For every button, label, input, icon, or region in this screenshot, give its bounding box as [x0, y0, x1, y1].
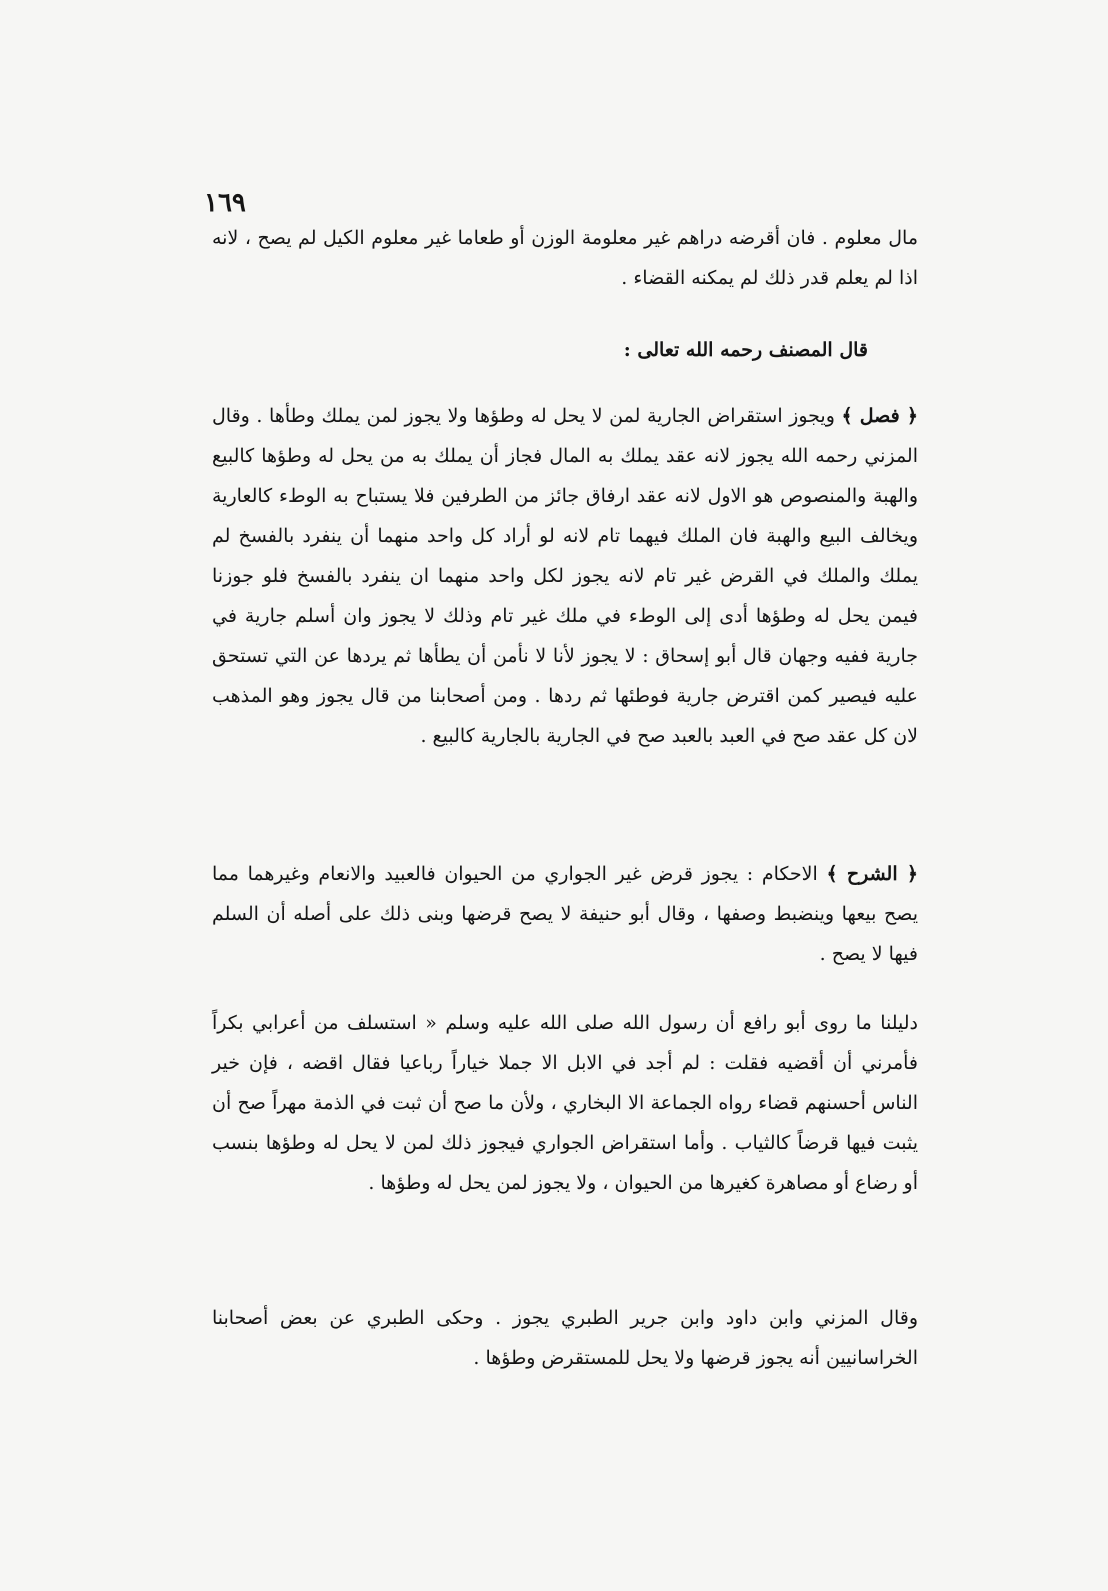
paragraph-loan-unknown-quantity: مال معلوم . فان أقرضه دراهم غير معلومة الوزن أو طعاما غير معلوم الكيل لم يصح ، لانه اذا لم يعلم قدر ذلك لم يمكنه القضاء .	[212, 227, 918, 289]
commentary-body: الاحكام : يجوز قرض غير الجواري من الحيوان فالعبيد والانعام وغيرهما مما يصح بيعها وينضبط وصفها ، وقال أبو حنيفة لا يصح قرضها وبنى ذلك على أصله أن السلم فيها لا يصح .	[212, 863, 918, 965]
paragraph-other-opinions: وقال المزني وابن داود وابن جرير الطبري يجوز . وحكى الطبري عن بعض أصحابنا الخراسانيين أنه يجوز قرضها ولا يحل للمستقرض وطؤها .	[212, 1307, 918, 1369]
paragraph-commentary	[212, 854, 918, 974]
author-heading: قال المصنف رحمه الله تعالى :	[623, 339, 868, 361]
page-number: ١٦٩	[204, 188, 246, 218]
paragraph-evidence: دليلنا ما روى أبو رافع أن رسول الله صلى الله عليه وسلم « استسلف من أعرابي بكراً فأمرني أن أقضيه فقلت : لم أجد في الابل الا جملا خياراً رباعيا فقال اقضه ، فإن خير الناس أحسنهم قضاء رواه الجماعة الا البخاري ، ولأن ما صح أن ثبت في الذمة مهراً صح أن يثبت فيها قرضاً كالثياب . وأما استقراض الجواري فيجوز ذلك لمن لا يحل له وطؤها بنسب أو رضاع أو مصاهرة كغيرها من الحيوان ، ولا يجوز لمن يحل له وطؤها .	[212, 1012, 918, 1194]
paragraph-section-text	[212, 396, 918, 756]
commentary-marker: ﴿ الشرح ﴾	[826, 863, 918, 885]
section-body: ويجوز استقراض الجارية لمن لا يحل له وطؤها ولا يجوز لمن يملك وطأها . وقال المزني رحمه الله يجوز لانه عقد يملك به المال فجاز أن يملك به من يحل له وطؤها كالبيع والهبة والمنصوص هو الاول لانه عقد ارفاق جائز من الطرفين فلا يستباح به الوطء كالعارية ويخالف البيع والهبة فان الملك فيهما تام لانه لو أراد كل واحد منهما أن ينفرد بالفسخ لم يملك والملك في القرض غير تام لانه يجوز لكل واحد منهما ان ينفرد بالفسخ فلو جوزنا فيمن يحل له وطؤها أدى إلى الوطء في ملك غير تام وذلك لا يجوز وان أسلم جارية في جارية ففيه وجهان قال أبو إسحاق : لا يجوز لأنا لا نأمن أن يطأها ثم يردها عن التي تستحق عليه فيصير كمن اقترض جارية فوطئها ثم ردها . ومن أصحابنا من قال يجوز وهو المذهب لان كل عقد صح في العبد بالعبد صح في الجارية بالجارية كالبيع .	[212, 405, 918, 747]
section-marker: ﴿ فصل ﴾	[841, 405, 918, 427]
